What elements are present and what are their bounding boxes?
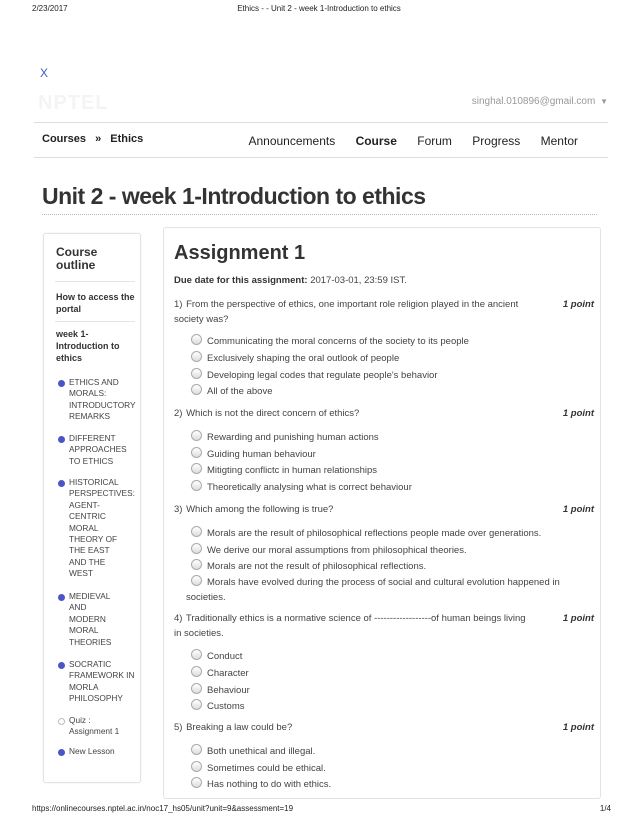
lesson-label: ETHICS AND MORALS: INTRODUCTORY REMARKS <box>69 377 136 422</box>
radio-button[interactable] <box>191 430 202 441</box>
answer-option[interactable] <box>191 430 591 445</box>
answer-option[interactable] <box>191 699 591 714</box>
navbar <box>34 122 608 158</box>
question-1 <box>166 297 598 327</box>
option-label: Morals are not the result of philosophical reflections. <box>207 561 427 572</box>
question-number: 1) <box>174 299 183 310</box>
radio-button[interactable] <box>191 666 202 677</box>
option-label: We derive our moral assumptions from philosophical theories. <box>207 545 467 556</box>
lesson-dot-icon <box>58 436 65 443</box>
lesson-dot-icon <box>58 380 65 387</box>
tab-announcements[interactable]: Announcements <box>248 134 336 148</box>
course-outline-sidebar <box>43 233 141 783</box>
answer-option[interactable] <box>191 384 591 399</box>
question-number: 2) <box>174 408 183 419</box>
question-number: 5) <box>174 722 183 733</box>
question-label: Traditionally ethics is a normative science of ------------------of human beings living in societies. <box>174 613 526 639</box>
radio-button[interactable] <box>191 575 202 586</box>
answer-option[interactable] <box>191 649 591 664</box>
sidebar-item-portal[interactable]: How to access the portal <box>56 292 135 314</box>
lesson-label: HISTORICAL PERSPECTIVES: AGENT-CENTRIC MORAL THEORY OF THE EAST AND THE WEST <box>69 477 135 579</box>
question-number: 4) <box>174 613 183 624</box>
option-label: Morals are the result of philosophical reflections people made over generations. <box>207 528 542 539</box>
question-points: 1 point <box>562 722 594 733</box>
answer-option[interactable] <box>191 666 591 681</box>
lesson-dot-icon <box>58 480 65 487</box>
question-4 <box>166 611 598 641</box>
option-label: Has nothing to do with ethics. <box>207 779 332 790</box>
radio-button[interactable] <box>191 334 202 345</box>
radio-button[interactable] <box>191 777 202 788</box>
sidebar-item-lesson[interactable] <box>58 659 138 705</box>
divider <box>55 321 135 322</box>
nav-tabs <box>231 134 578 148</box>
option-label: Mitigting conflictc in human relationships <box>207 465 378 476</box>
sidebar-item-quiz[interactable] <box>58 715 138 738</box>
lesson-label: MEDIEVAL AND MODERN MORAL THEORIES <box>69 591 112 647</box>
answer-option[interactable] <box>191 526 591 541</box>
answer-option[interactable] <box>191 559 591 574</box>
sidebar-item-week1[interactable]: week 1-Introduction to ethics <box>56 329 120 363</box>
user-menu[interactable] <box>472 96 608 107</box>
tab-course[interactable]: Course <box>355 134 397 148</box>
quiz-dot-icon <box>58 718 65 725</box>
question-points: 1 point <box>562 408 594 419</box>
radio-button[interactable] <box>191 351 202 362</box>
sidebar-item-lesson[interactable] <box>58 477 138 580</box>
divider <box>55 281 135 282</box>
assignment-panel <box>163 227 601 799</box>
radio-button[interactable] <box>191 480 202 491</box>
sidebar-item-new-lesson[interactable] <box>58 746 138 757</box>
question-text <box>166 297 598 327</box>
question-text <box>166 611 598 641</box>
question-number: 3) <box>174 504 183 515</box>
question-text <box>166 406 598 421</box>
lesson-dot-icon <box>58 662 65 669</box>
user-email: singhal.010896@gmail.com <box>471 96 596 107</box>
radio-button[interactable] <box>191 649 202 660</box>
option-label: Guiding human behaviour <box>207 449 316 460</box>
option-label: Customs <box>207 701 245 712</box>
option-label: Theoretically analysing what is correct behaviour <box>207 482 412 493</box>
question-5 <box>166 720 598 735</box>
breadcrumb-ethics[interactable]: Ethics <box>110 133 144 145</box>
question-label: Which among the following is true? <box>186 504 334 515</box>
lesson-label: SOCRATIC FRAMEWORK IN MORLA PHILOSOPHY <box>69 659 135 704</box>
quiz-label: Quiz : Assignment 1 <box>69 715 120 737</box>
lesson-dot-icon <box>58 749 65 756</box>
answer-option[interactable] <box>191 351 591 366</box>
question-points: 1 point <box>562 504 594 515</box>
option-label: Morals have evolved during the process of social and cultural evolution happened in societies. <box>186 577 560 603</box>
option-label: Developing legal codes that regulate people's behavior <box>207 370 438 381</box>
answer-option[interactable] <box>191 368 591 383</box>
question-text <box>166 720 598 735</box>
breadcrumb <box>42 133 143 145</box>
question-label: Which is not the direct concern of ethics? <box>186 408 360 419</box>
new-lesson-label: New Lesson <box>69 746 115 756</box>
question-points: 1 point <box>562 299 594 310</box>
print-url: https://onlinecourses.nptel.ac.in/noc17_hs05/unit?unit=9&assessment=19 <box>32 804 294 813</box>
tab-progress[interactable]: Progress <box>472 134 521 148</box>
question-label: Breaking a law could be? <box>186 722 293 733</box>
answer-option[interactable] <box>191 777 591 792</box>
sidebar-item-lesson[interactable] <box>58 591 138 648</box>
sidebar-item-lesson[interactable] <box>58 433 138 467</box>
breadcrumb-courses[interactable]: Courses <box>42 133 87 145</box>
option-label: Exclusively shaping the oral outlook of people <box>207 353 400 364</box>
option-label: Both unethical and illegal. <box>207 746 316 757</box>
lesson-dot-icon <box>58 594 65 601</box>
question-3 <box>166 502 598 517</box>
option-label: Conduct <box>207 651 243 662</box>
radio-button[interactable] <box>191 543 202 554</box>
radio-button[interactable] <box>191 699 202 710</box>
assignment-title: Assignment 1 <box>174 242 306 264</box>
close-icon[interactable]: X <box>40 66 49 80</box>
divider <box>42 214 597 215</box>
answer-option[interactable] <box>191 447 591 462</box>
radio-button[interactable] <box>191 384 202 395</box>
question-label: From the perspective of ethics, one important role religion played in the ancient society was? <box>174 299 519 325</box>
option-label: Communicating the moral concerns of the society to its people <box>207 336 469 347</box>
due-date <box>174 275 407 286</box>
answer-option[interactable] <box>191 543 591 558</box>
answer-option[interactable] <box>191 480 591 495</box>
print-header <box>0 4 638 18</box>
answer-option[interactable] <box>191 334 591 349</box>
radio-button[interactable] <box>191 559 202 570</box>
answer-option[interactable] <box>191 463 591 478</box>
radio-button[interactable] <box>191 463 202 474</box>
answer-option[interactable] <box>191 761 591 776</box>
radio-button[interactable] <box>191 744 202 755</box>
option-label: Character <box>207 668 249 679</box>
option-label: Sometimes could be ethical. <box>207 763 326 774</box>
print-page-number: 1/4 <box>599 804 611 813</box>
question-points: 1 point <box>562 613 594 624</box>
sidebar-item-lesson[interactable] <box>58 377 138 423</box>
radio-button[interactable] <box>191 447 202 458</box>
answer-option[interactable] <box>186 575 591 605</box>
page-title: Unit 2 - week 1-Introduction to ethics <box>42 183 426 209</box>
print-date: 2/23/2017 <box>32 4 68 13</box>
option-label: Behaviour <box>207 685 250 696</box>
breadcrumb-separator: » <box>95 133 102 145</box>
due-value: 2017-03-01, 23:59 IST. <box>310 275 407 286</box>
question-2 <box>166 406 598 421</box>
radio-button[interactable] <box>191 368 202 379</box>
print-title: Ethics - - Unit 2 - week 1-Introduction to ethics <box>237 4 401 13</box>
radio-button[interactable] <box>191 526 202 537</box>
radio-button[interactable] <box>191 761 202 772</box>
question-text <box>166 502 598 517</box>
radio-button[interactable] <box>191 683 202 694</box>
answer-option[interactable] <box>191 683 591 698</box>
chevron-down-icon: ▼ <box>600 97 608 106</box>
tab-mentor[interactable]: Mentor <box>540 134 578 148</box>
answer-option[interactable] <box>191 744 591 759</box>
tab-forum[interactable]: Forum <box>417 134 452 148</box>
option-label: All of the above <box>207 386 273 397</box>
due-label: Due date for this assignment: <box>174 275 308 286</box>
sidebar-heading: Course outline <box>56 245 98 272</box>
site-logo: NPTEL <box>38 92 109 114</box>
option-label: Rewarding and punishing human actions <box>207 432 379 443</box>
lesson-label: DIFFERENT APPROACHES TO ETHICS <box>69 433 127 466</box>
